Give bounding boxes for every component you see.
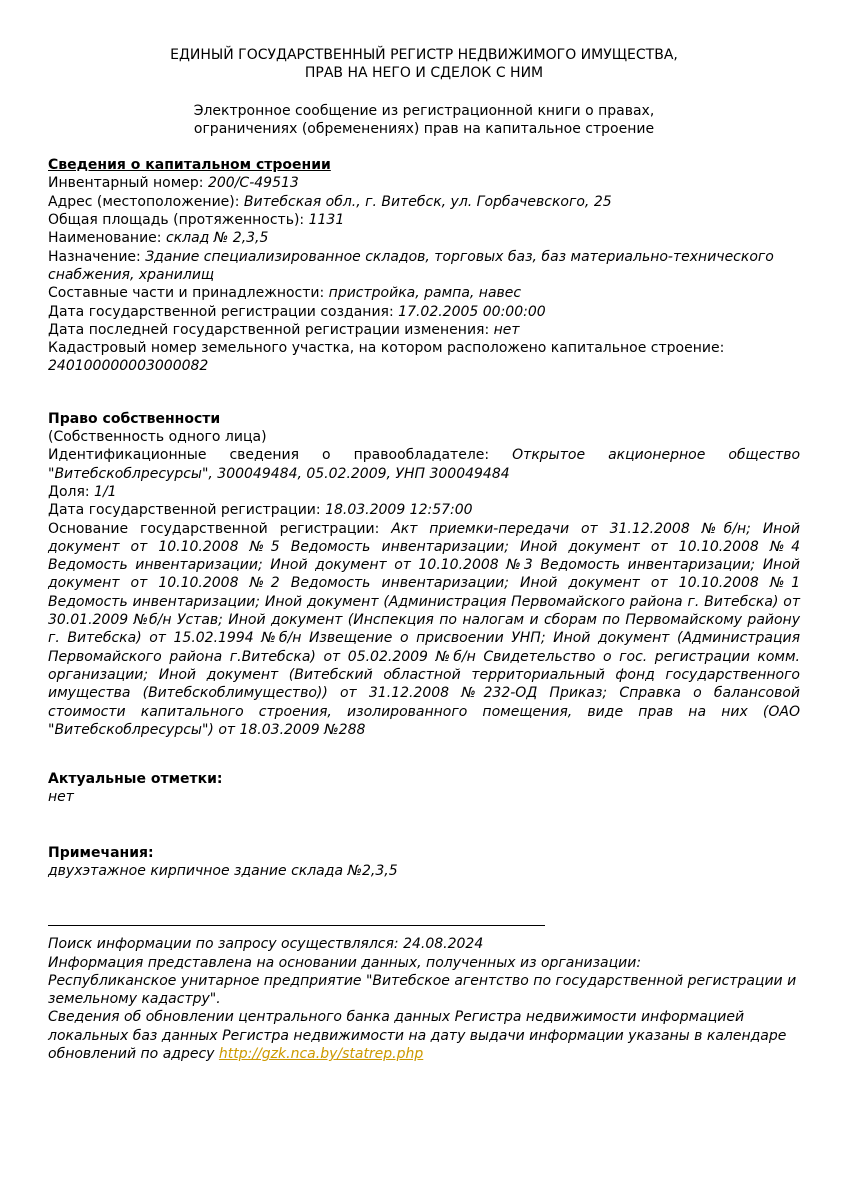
- field-value: Акт приемки-передачи от 31.12.2008 №б/н; Иной документ от 10.10.2008 №5 Ведомость инвентаризации; Иной документ от 10.10.2008 №4 Ведомость инвентаризации; Иной документ от 10.10.2008 №3 Ведомость инвентаризации; Иной документ от 10.10.2008 №2 Ведомость инвентаризации; Иной документ от 10.10.2008 №1 Ведомость инвентаризации; Иной документ (Администрация Первомайского района г. Витебска) от 30.01.2009 №б/н Устав; Иной документ (Инспекция по налогам и сборам по Первомайскому району г. Витебска) от 15.02.1994 №б/н Извещение о присвоении УНП; Иной документ (Администрация Первомайского района г.Витебска) от 05.02.2009 №б/н Свидетельство о гос. регистрации комм. организации; Иной документ (Витебский областной территориальный фонд государственного имущества (Витебскоблимущество)) от 31.12.2008 №232-ОД Приказ; Справка о балансовой стоимости капитального строения, изолированного помещения, виде прав на них (ОАО "Витебскоблресурсы") от 18.03.2009 №288: [48, 520, 801, 738]
- field-components: [48, 284, 800, 302]
- field-share: [48, 483, 800, 501]
- section-actual-marks: [48, 770, 800, 807]
- field-label: Кадастровый номер земельного участка, на котором расположено капитальное строение:: [48, 340, 725, 357]
- document-header: [48, 46, 800, 138]
- field-address: [48, 193, 800, 211]
- field-label: Наименование:: [48, 230, 162, 247]
- footer-update-line: [48, 1008, 800, 1063]
- title-line-1: ЕДИНЫЙ ГОСУДАРСТВЕННЫЙ РЕГИСТР НЕДВИЖИМОГО ИМУЩЕСТВА,: [170, 47, 678, 63]
- field-value: пристройка, рампа, навес: [328, 285, 522, 302]
- section-ownership-right: [48, 410, 800, 739]
- statrep-link[interactable]: http://gzk.nca.by/statrep.php: [218, 1046, 424, 1063]
- field-label: Адрес (местоположение):: [48, 193, 240, 210]
- field-reg-date: [48, 501, 800, 519]
- field-label: Инвентарный номер:: [48, 175, 204, 192]
- marks-section-heading: Актуальные отметки:: [48, 771, 223, 788]
- subtitle-line-2: ограничениях (обременениях) прав на капитальное строение: [193, 120, 655, 137]
- field-label: Дата государственной регистрации создания:: [48, 303, 394, 320]
- field-creation-reg-date: [48, 303, 800, 321]
- field-label: Общая площадь (протяженность):: [48, 212, 305, 229]
- field-value: 200/С-49513: [207, 175, 299, 192]
- field-cadastral-number: [48, 339, 800, 376]
- field-value: Открытое акционерное общество "Витебскоблресурсы", 300049484, 05.02.2009, УНП 300049484: [48, 447, 801, 482]
- field-rightholder: [48, 446, 800, 483]
- field-value: 18.03.2009 12:57:00: [325, 502, 473, 519]
- subtitle-line-1: Электронное сообщение из регистрационной книги о правах,: [193, 102, 655, 119]
- section-building-info: [48, 156, 800, 376]
- divider-line: [48, 925, 545, 926]
- field-value: Здание специализированное складов, торговых баз, баз материально-технического снабжения, хранилищ: [48, 248, 774, 283]
- footer-update-text: Сведения об обновлении центрального банка данных Регистра недвижимости информацией локальных баз данных Регистра недвижимости на дату выдачи информации указаны в календаре обновлений по адресу: [48, 1009, 787, 1063]
- field-label: Назначение:: [48, 248, 141, 265]
- ownership-subheading: (Собственность одного лица): [48, 429, 267, 446]
- field-label: Доля:: [48, 483, 90, 500]
- notes-section-heading: Примечания:: [48, 844, 154, 861]
- field-inventory-number: [48, 174, 800, 192]
- document-title: [48, 46, 800, 83]
- field-value: 1/1: [94, 483, 117, 500]
- title-line-2: ПРАВ НА НЕГО И СДЕЛОК С НИМ: [304, 65, 544, 82]
- footer-info-line-1: Информация представлена на основании данных, полученных из организации:: [48, 954, 642, 971]
- field-total-area: [48, 211, 800, 229]
- field-object-name: [48, 229, 800, 247]
- field-reg-basis: [48, 520, 800, 740]
- field-label: Идентификационные сведения о правообладателе:: [48, 447, 490, 464]
- field-value: нет: [493, 321, 520, 338]
- section-notes: [48, 844, 800, 881]
- field-purpose: [48, 248, 800, 285]
- field-value: склад № 2,3,5: [165, 230, 269, 247]
- marks-value: нет: [48, 789, 74, 806]
- field-label: Дата последней государственной регистрации изменения:: [48, 321, 490, 338]
- field-value: 17.02.2005 00:00:00: [398, 303, 546, 320]
- field-value: 1131: [308, 212, 345, 229]
- document-footer: [48, 925, 800, 1063]
- field-last-change-reg-date: [48, 321, 800, 339]
- field-value: 240100000003000082: [48, 358, 209, 375]
- document-subtitle: [48, 102, 800, 139]
- footer-info-line-2: Республиканское унитарное предприятие "Витебское агентство по государственной регистрации и земельному кадастру".: [48, 972, 797, 1008]
- building-section-heading: Сведения о капитальном строении: [48, 157, 331, 174]
- field-label: Составные части и принадлежности:: [48, 285, 325, 302]
- ownership-section-heading: Право собственности: [48, 410, 221, 427]
- footer-search-line: Поиск информации по запросу осуществлялся: 24.08.2024: [48, 936, 484, 953]
- notes-value: двухэтажное кирпичное здание склада №2,3,5: [48, 862, 398, 879]
- field-label: Дата государственной регистрации:: [48, 502, 321, 519]
- field-label: Основание государственной регистрации:: [48, 520, 380, 537]
- field-value: Витебская обл., г. Витебск, ул. Горбачевского, 25: [243, 193, 612, 210]
